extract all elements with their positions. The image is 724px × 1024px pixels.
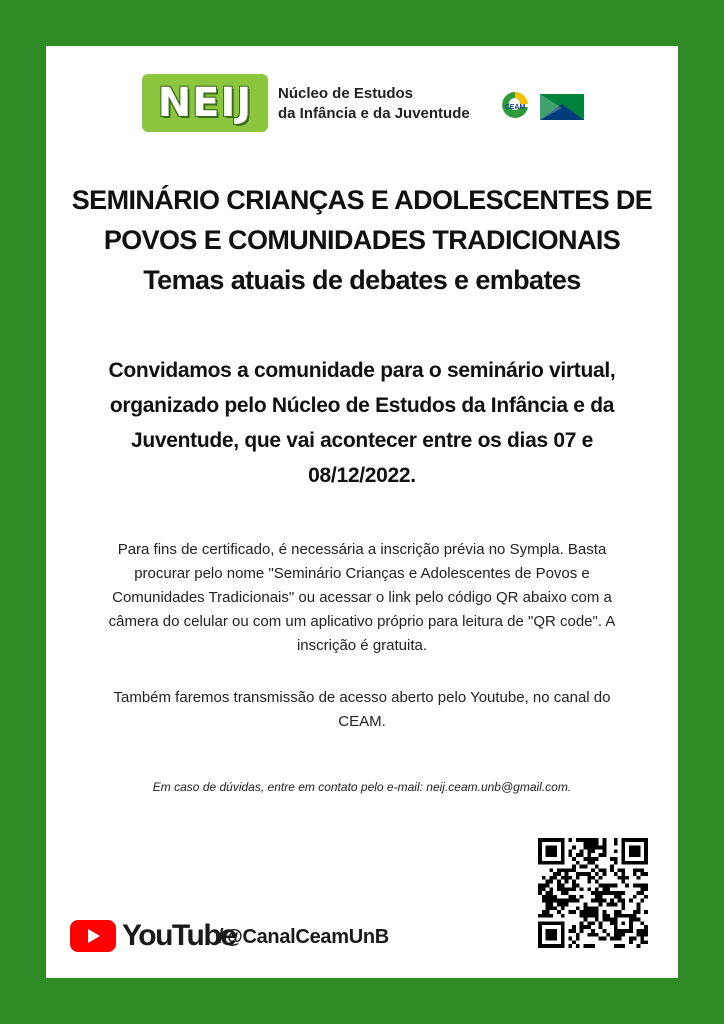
neij-full-name [278, 84, 470, 124]
registration-info [86, 538, 638, 658]
stream-line1: Também faremos transmissão de acesso aberto pelo Youtube, no canal do [113, 689, 611, 706]
ceam-logo [500, 90, 530, 120]
flyer-page [46, 46, 678, 978]
stream-line2: CEAM. [338, 713, 386, 730]
contact-email[interactable]: Em caso de dúvidas, entre em contato pelo e-mail: neij.ceam.unb@gmail.com. [152, 780, 572, 794]
neij-name-line1: Núcleo de Estudos [278, 85, 414, 102]
title-line3: Temas atuais de debates e embates [143, 265, 581, 295]
youtube-wordmark: YouTube [122, 919, 236, 952]
info-line5: inscrição é gratuita. [296, 637, 428, 654]
title-line1: SEMINÁRIO CRIANÇAS E ADOLESCENTES DE [71, 185, 653, 215]
ceam-logo-text: CEAM [504, 104, 526, 111]
invite-line1: Convidamos a comunidade para o seminário virtual, [108, 359, 616, 382]
info-line4: câmera do celular ou com um aplicativo próprio para leitura de "QR code". A [108, 613, 616, 630]
info-line3: Comunidades Tradicionais" ou acessar o link pelo código QR abaixo com a [112, 589, 612, 606]
info-line1: Para fins de certificado, é necessária a inscrição prévia no Sympla. Basta [117, 541, 607, 558]
title-line2: POVOS E COMUNIDADES TRADICIONAIS [103, 225, 621, 255]
youtube-play-icon [70, 920, 116, 952]
stream-info [86, 686, 638, 734]
unb-logo [540, 94, 584, 120]
channel-handle[interactable]: /@CanalCeamUnB [218, 926, 389, 948]
neij-logo-text: NEIJ [157, 80, 253, 126]
invitation-text [86, 353, 638, 493]
neij-name-line2: da Infância e da Juventude [278, 105, 470, 122]
neij-logo [142, 74, 268, 132]
youtube-channel[interactable] [70, 916, 450, 956]
seminar-title [66, 180, 658, 300]
info-line2: procurar pelo nome "Seminário Crianças e Adolescentes de Povos e [134, 565, 590, 582]
invite-line4: 08/12/2022. [308, 464, 416, 487]
invite-line2: organizado pelo Núcleo de Estudos da Infância e da [109, 394, 615, 417]
qr-code[interactable] [538, 838, 648, 948]
header [142, 74, 602, 134]
invite-line3: Juventude, que vai acontecer entre os dias 07 e [130, 429, 594, 452]
